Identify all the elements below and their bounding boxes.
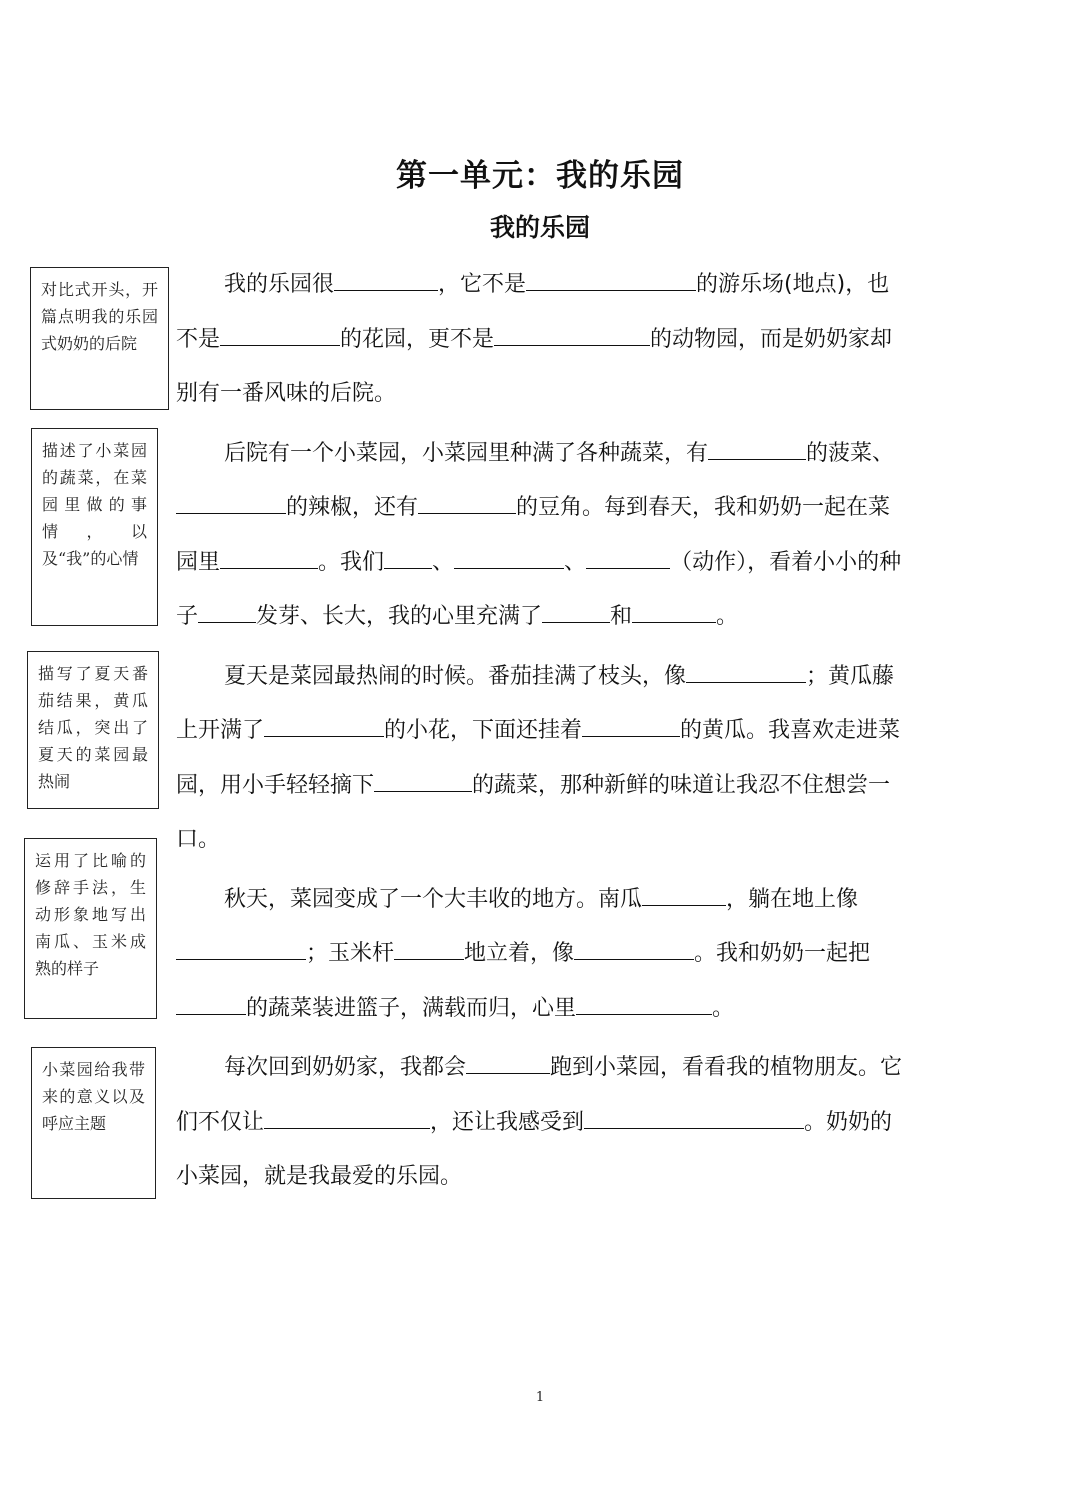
paragraph-1: 我的乐园很 ，它不是 的游乐场(地点)，也不是 的花园，更不是 的动物园，而是奶奶家却别有一番风味的后院。 (176, 272, 893, 406)
paragraph-2: 后院有一个小菜园，小菜园里种满了各种蔬菜，有 的菠菜、的辣椒，还有 的豆角。每到春天，我和奶奶一起在菜园里 。我们 、 、 （动作），看着小小的种子 发芽、长大，我的心里充满了 和 。 (176, 440, 902, 629)
blank[interactable] (708, 439, 806, 460)
blank[interactable] (394, 939, 464, 960)
blank[interactable] (454, 548, 564, 569)
blank[interactable] (542, 602, 610, 623)
blank[interactable] (220, 325, 340, 346)
margin-note-3: 描写了夏天番茄结果，黄瓜结瓜，突出了夏天的菜园最热闹 (27, 651, 159, 809)
blank[interactable] (384, 548, 432, 569)
blank[interactable] (642, 885, 726, 906)
margin-note-5: 小菜园给我带来的意义以及呼应主题 (31, 1047, 156, 1199)
paragraph-5: 每次回到奶奶家，我都会 跑到小菜园，看看我的植物朋友。它们不仅让 ，还让我感受到 。奶奶的小菜园，就是我最爱的乐园。 (176, 1055, 903, 1189)
blank[interactable] (632, 602, 716, 623)
blank[interactable] (494, 325, 650, 346)
blank[interactable] (198, 602, 256, 623)
blank[interactable] (582, 716, 680, 737)
blank[interactable] (584, 1108, 804, 1129)
page-title: 第一单元：我的乐园 (396, 158, 684, 194)
blank[interactable] (574, 939, 694, 960)
blank[interactable] (418, 493, 516, 514)
blank[interactable] (334, 270, 438, 291)
margin-note-2: 描述了小菜园的蔬菜，在菜园里做的事情，以及“我”的心情 (31, 428, 158, 626)
paragraph-4: 秋天，菜园变成了一个大丰收的地方。南瓜 ，躺在地上像；玉米杆 地立着，像 。我和奶奶一起把的蔬菜装进篮子，满载而归，心里 。 (176, 873, 906, 1037)
blank[interactable] (220, 548, 318, 569)
margin-note-4: 运用了比喻的修辞手法，生动形象地写出南瓜、玉米成熟的样子 (24, 838, 157, 1019)
blank[interactable] (264, 1108, 430, 1129)
blank[interactable] (686, 662, 806, 683)
essay-body (176, 258, 906, 1210)
blank[interactable] (264, 716, 384, 737)
blank[interactable] (526, 270, 696, 291)
blank[interactable] (576, 994, 712, 1015)
blank[interactable] (586, 548, 670, 569)
essay-title: 我的乐园 (489, 213, 590, 242)
blank[interactable] (466, 1053, 550, 1074)
margin-note-1: 对比式开头，开篇点明我的乐园式奶奶的后院 (30, 267, 169, 410)
blank[interactable] (176, 994, 246, 1015)
blank[interactable] (374, 771, 472, 792)
blank[interactable] (176, 939, 306, 960)
blank[interactable] (176, 493, 286, 514)
page-number: 1 (535, 1390, 545, 1405)
paragraph-3: 夏天是菜园最热闹的时候。番茄挂满了枝头，像 ；黄瓜藤上开满了 的小花，下面还挂着 的黄瓜。我喜欢走进菜园，用小手轻轻摘下 的蔬菜，那种新鲜的味道让我忍不住想尝一口。 (176, 663, 901, 852)
